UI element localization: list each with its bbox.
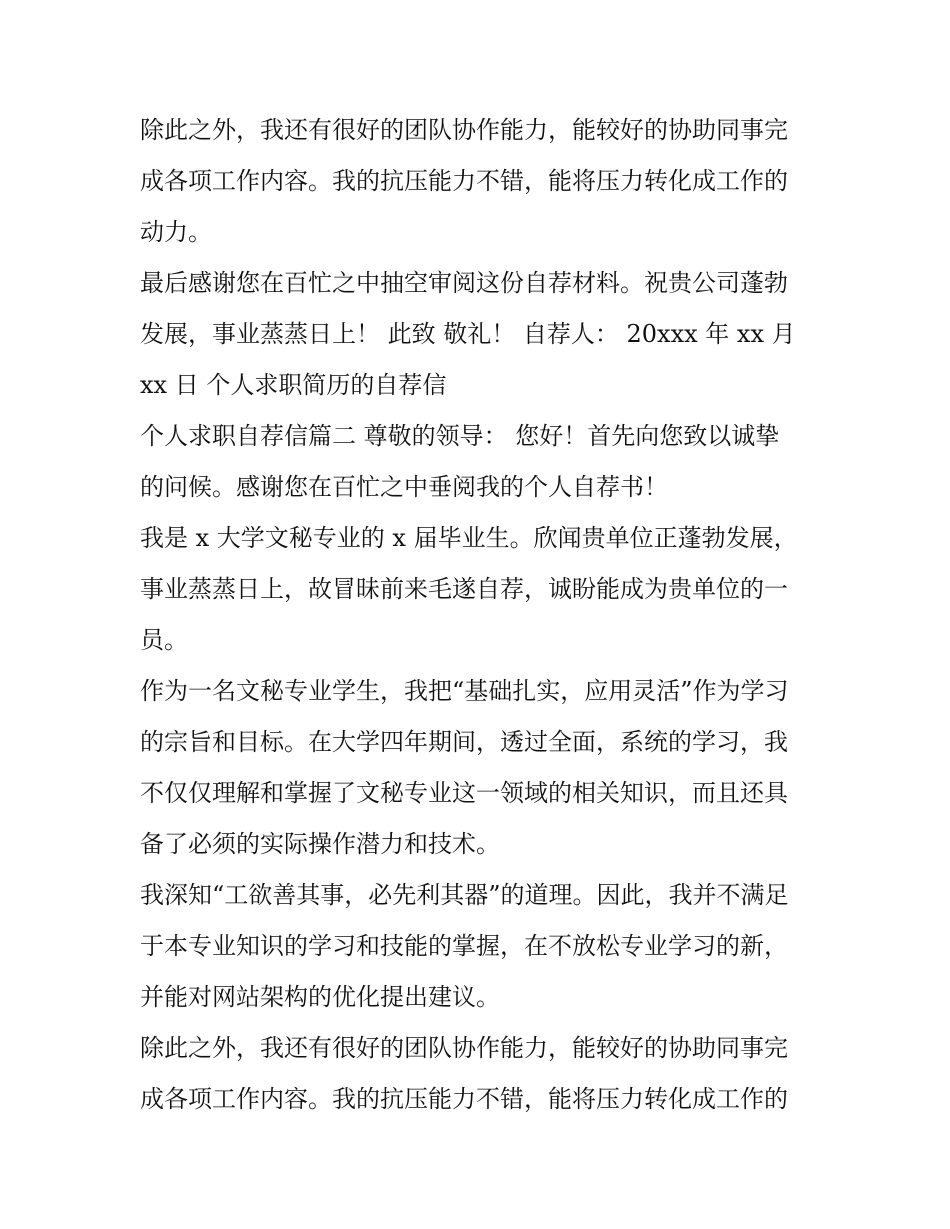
text-line: 备了必须的实际操作潜力和技术。 [140, 830, 500, 858]
text-line: 最后感谢您在百忙之中抽空审阅这份自荐材料。祝贵公司蓬勃 [140, 269, 788, 297]
text-line: 员。 [140, 626, 188, 654]
text-line: 动力。 [140, 218, 212, 246]
text-line: 于本专业知识的学习和技能的掌握，在不放松专业学习的新， [140, 932, 788, 960]
text-line: 的问候。感谢您在百忙之中垂阅我的个人自荐书！ [140, 473, 668, 501]
text-line: 的宗旨和目标。在大学四年期间，透过全面，系统的学习，我 [140, 728, 788, 756]
text-line: 发展，事业蒸蒸日上！ 此致 敬礼！ 自荐人： 20xxx 年 xx 月 [140, 320, 796, 348]
text-line: 除此之外，我还有很好的团队协作能力，能较好的协助同事完 [140, 116, 788, 144]
text-line: 事业蒸蒸日上，故冒昧前来毛遂自荐，诚盼能成为贵单位的一 [140, 575, 788, 603]
text-line: 个人求职自荐信篇二 尊敬的领导： 您好！首先向您致以诚挚 [140, 422, 780, 450]
text-line: 作为一名文秘专业学生，我把“基础扎实，应用灵活”作为学习 [140, 677, 789, 705]
text-line: xx 日 个人求职简历的自荐信 [140, 371, 447, 399]
text-line: 不仅仅理解和掌握了文秘专业这一领域的相关知识，而且还具 [140, 779, 788, 807]
text-line: 成各项工作内容。我的抗压能力不错，能将压力转化成工作的 [140, 167, 788, 195]
text-line: 成各项工作内容。我的抗压能力不错，能将压力转化成工作的 [140, 1085, 788, 1113]
text-line: 除此之外，我还有很好的团队协作能力，能较好的协助同事完 [140, 1034, 788, 1062]
text-line: 我是 x 大学文秘专业的 x 届毕业生。欣闻贵单位正蓬勃发展， [140, 524, 798, 552]
document-body [140, 105, 820, 1125]
text-line: 并能对网站架构的优化提出建议。 [140, 983, 500, 1011]
text-line: 我深知“工欲善其事，必先利其器”的道理。因此，我并不满足 [140, 881, 789, 909]
